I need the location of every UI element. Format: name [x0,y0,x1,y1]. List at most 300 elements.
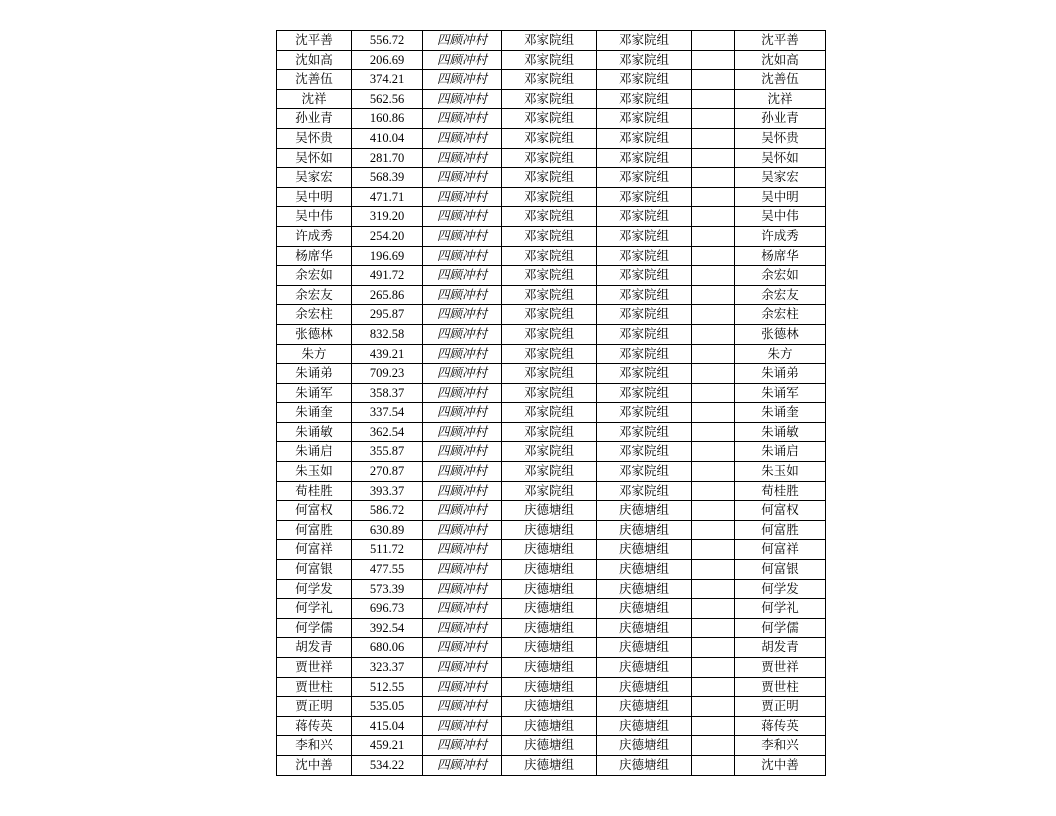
cell-name: 沈中善 [277,755,352,775]
cell-group-1: 邓家院组 [502,70,597,90]
cell-signature: 朱诵启 [735,442,826,462]
cell-name: 朱诵启 [277,442,352,462]
cell-group-1: 邓家院组 [502,89,597,109]
cell-signature: 孙业青 [735,109,826,129]
cell-group-2: 邓家院组 [597,481,692,501]
cell-amount: 337.54 [352,403,423,423]
cell-amount: 254.20 [352,226,423,246]
cell-blank [692,70,735,90]
cell-group-1: 邓家院组 [502,462,597,482]
cell-group-2: 邓家院组 [597,89,692,109]
cell-signature: 杨席华 [735,246,826,266]
cell-amount: 206.69 [352,50,423,70]
cell-village: 四顾冲村 [423,207,502,227]
cell-village: 四顾冲村 [423,520,502,540]
cell-name: 朱诵奎 [277,403,352,423]
cell-group-2: 邓家院组 [597,442,692,462]
cell-signature: 朱玉如 [735,462,826,482]
cell-name: 胡发青 [277,638,352,658]
cell-group-1: 邓家院组 [502,31,597,51]
cell-group-2: 庆德塘组 [597,716,692,736]
table-row [277,540,826,560]
cell-name: 朱玉如 [277,462,352,482]
cell-blank [692,324,735,344]
cell-signature: 余宏如 [735,266,826,286]
cell-group-2: 庆德塘组 [597,638,692,658]
cell-village: 四顾冲村 [423,226,502,246]
table-row [277,599,826,619]
cell-village: 四顾冲村 [423,599,502,619]
cell-group-1: 邓家院组 [502,305,597,325]
cell-signature: 沈中善 [735,755,826,775]
cell-village: 四顾冲村 [423,638,502,658]
cell-group-2: 庆德塘组 [597,520,692,540]
cell-amount: 556.72 [352,31,423,51]
cell-name: 朱方 [277,344,352,364]
cell-blank [692,109,735,129]
cell-village: 四顾冲村 [423,442,502,462]
cell-amount: 439.21 [352,344,423,364]
cell-group-1: 邓家院组 [502,285,597,305]
table-row [277,70,826,90]
cell-amount: 568.39 [352,168,423,188]
cell-village: 四顾冲村 [423,187,502,207]
table-row [277,324,826,344]
table-row [277,560,826,580]
cell-signature: 张德林 [735,324,826,344]
cell-group-2: 邓家院组 [597,285,692,305]
roster-table-body [277,31,826,776]
cell-amount: 511.72 [352,540,423,560]
cell-amount: 393.37 [352,481,423,501]
cell-name: 余宏柱 [277,305,352,325]
cell-group-2: 邓家院组 [597,148,692,168]
cell-group-2: 庆德塘组 [597,677,692,697]
table-row [277,285,826,305]
cell-group-1: 庆德塘组 [502,540,597,560]
cell-group-2: 庆德塘组 [597,658,692,678]
cell-amount: 630.89 [352,520,423,540]
cell-village: 四顾冲村 [423,31,502,51]
cell-signature: 何学儒 [735,618,826,638]
cell-group-2: 邓家院组 [597,207,692,227]
cell-signature: 朱诵敏 [735,422,826,442]
cell-village: 四顾冲村 [423,481,502,501]
cell-group-2: 邓家院组 [597,462,692,482]
cell-blank [692,599,735,619]
cell-name: 吴中明 [277,187,352,207]
cell-amount: 709.23 [352,364,423,384]
cell-signature: 朱诵弟 [735,364,826,384]
cell-name: 李和兴 [277,736,352,756]
cell-village: 四顾冲村 [423,422,502,442]
cell-group-1: 邓家院组 [502,168,597,188]
cell-name: 贾正明 [277,697,352,717]
cell-signature: 朱诵奎 [735,403,826,423]
cell-name: 贾世祥 [277,658,352,678]
cell-village: 四顾冲村 [423,128,502,148]
cell-signature: 何富银 [735,560,826,580]
cell-name: 吴家宏 [277,168,352,188]
cell-amount: 512.55 [352,677,423,697]
cell-group-2: 邓家院组 [597,344,692,364]
cell-group-1: 邓家院组 [502,246,597,266]
cell-blank [692,285,735,305]
cell-signature: 贾正明 [735,697,826,717]
cell-name: 沈平善 [277,31,352,51]
cell-group-1: 庆德塘组 [502,520,597,540]
cell-group-1: 邓家院组 [502,364,597,384]
table-row [277,677,826,697]
cell-group-2: 邓家院组 [597,403,692,423]
cell-group-2: 邓家院组 [597,168,692,188]
cell-amount: 832.58 [352,324,423,344]
cell-group-1: 邓家院组 [502,481,597,501]
cell-village: 四顾冲村 [423,266,502,286]
table-row [277,501,826,521]
cell-signature: 贾世柱 [735,677,826,697]
cell-group-1: 邓家院组 [502,207,597,227]
table-row [277,226,826,246]
cell-group-1: 邓家院组 [502,266,597,286]
cell-village: 四顾冲村 [423,324,502,344]
cell-blank [692,481,735,501]
cell-group-1: 庆德塘组 [502,501,597,521]
table-row [277,481,826,501]
cell-signature: 沈平善 [735,31,826,51]
cell-signature: 何富权 [735,501,826,521]
cell-village: 四顾冲村 [423,540,502,560]
cell-name: 沈祥 [277,89,352,109]
cell-village: 四顾冲村 [423,403,502,423]
cell-group-2: 庆德塘组 [597,599,692,619]
cell-blank [692,403,735,423]
cell-village: 四顾冲村 [423,560,502,580]
cell-village: 四顾冲村 [423,579,502,599]
cell-signature: 何富祥 [735,540,826,560]
cell-group-1: 庆德塘组 [502,716,597,736]
cell-blank [692,364,735,384]
cell-village: 四顾冲村 [423,462,502,482]
cell-amount: 410.04 [352,128,423,148]
table-row [277,207,826,227]
table-row [277,305,826,325]
table-row [277,383,826,403]
cell-amount: 358.37 [352,383,423,403]
cell-blank [692,638,735,658]
cell-group-2: 邓家院组 [597,422,692,442]
table-row [277,364,826,384]
cell-group-1: 庆德塘组 [502,677,597,697]
cell-name: 荀桂胜 [277,481,352,501]
cell-blank [692,697,735,717]
cell-group-2: 庆德塘组 [597,736,692,756]
cell-village: 四顾冲村 [423,716,502,736]
cell-signature: 蒋传英 [735,716,826,736]
table-row [277,618,826,638]
cell-group-2: 邓家院组 [597,364,692,384]
table-row [277,422,826,442]
roster-table [276,30,826,776]
cell-amount: 680.06 [352,638,423,658]
cell-blank [692,89,735,109]
cell-group-1: 庆德塘组 [502,658,597,678]
cell-signature: 胡发青 [735,638,826,658]
cell-amount: 477.55 [352,560,423,580]
cell-village: 四顾冲村 [423,755,502,775]
table-row [277,579,826,599]
cell-village: 四顾冲村 [423,383,502,403]
cell-blank [692,716,735,736]
cell-group-2: 邓家院组 [597,187,692,207]
cell-amount: 270.87 [352,462,423,482]
cell-name: 杨席华 [277,246,352,266]
cell-group-2: 邓家院组 [597,305,692,325]
cell-village: 四顾冲村 [423,246,502,266]
table-row [277,658,826,678]
cell-amount: 471.71 [352,187,423,207]
cell-group-1: 邓家院组 [502,344,597,364]
cell-amount: 196.69 [352,246,423,266]
cell-village: 四顾冲村 [423,109,502,129]
cell-amount: 535.05 [352,697,423,717]
cell-group-2: 邓家院组 [597,50,692,70]
cell-name: 何富胜 [277,520,352,540]
cell-blank [692,520,735,540]
cell-group-2: 邓家院组 [597,266,692,286]
cell-signature: 许成秀 [735,226,826,246]
cell-group-2: 庆德塘组 [597,579,692,599]
cell-amount: 459.21 [352,736,423,756]
cell-signature: 朱方 [735,344,826,364]
cell-amount: 491.72 [352,266,423,286]
cell-amount: 160.86 [352,109,423,129]
cell-group-2: 庆德塘组 [597,697,692,717]
cell-blank [692,462,735,482]
cell-village: 四顾冲村 [423,658,502,678]
cell-blank [692,207,735,227]
cell-signature: 沈祥 [735,89,826,109]
cell-signature: 荀桂胜 [735,481,826,501]
cell-name: 余宏如 [277,266,352,286]
table-row [277,89,826,109]
cell-group-1: 邓家院组 [502,148,597,168]
cell-signature: 贾世祥 [735,658,826,678]
table-row [277,128,826,148]
table-row [277,109,826,129]
cell-village: 四顾冲村 [423,618,502,638]
cell-blank [692,344,735,364]
cell-group-1: 邓家院组 [502,324,597,344]
cell-group-1: 邓家院组 [502,226,597,246]
cell-amount: 534.22 [352,755,423,775]
cell-group-2: 邓家院组 [597,246,692,266]
table-row [277,403,826,423]
cell-blank [692,226,735,246]
cell-group-2: 庆德塘组 [597,540,692,560]
cell-group-1: 邓家院组 [502,50,597,70]
cell-group-1: 庆德塘组 [502,755,597,775]
cell-village: 四顾冲村 [423,364,502,384]
cell-blank [692,658,735,678]
cell-name: 余宏友 [277,285,352,305]
cell-group-2: 庆德塘组 [597,560,692,580]
cell-blank [692,442,735,462]
cell-blank [692,168,735,188]
cell-group-1: 邓家院组 [502,109,597,129]
cell-group-1: 邓家院组 [502,442,597,462]
cell-group-2: 邓家院组 [597,128,692,148]
cell-amount: 281.70 [352,148,423,168]
cell-group-2: 庆德塘组 [597,755,692,775]
cell-amount: 562.56 [352,89,423,109]
cell-blank [692,187,735,207]
table-row [277,520,826,540]
cell-name: 沈如高 [277,50,352,70]
cell-village: 四顾冲村 [423,736,502,756]
cell-signature: 余宏友 [735,285,826,305]
table-row [277,344,826,364]
cell-group-1: 邓家院组 [502,422,597,442]
cell-amount: 319.20 [352,207,423,227]
table-row [277,716,826,736]
table-row [277,462,826,482]
cell-name: 蒋传英 [277,716,352,736]
cell-signature: 朱诵军 [735,383,826,403]
cell-amount: 573.39 [352,579,423,599]
cell-group-1: 庆德塘组 [502,579,597,599]
cell-group-1: 庆德塘组 [502,560,597,580]
cell-name: 何富银 [277,560,352,580]
cell-blank [692,540,735,560]
cell-village: 四顾冲村 [423,148,502,168]
table-row [277,50,826,70]
table-row [277,148,826,168]
cell-village: 四顾冲村 [423,89,502,109]
cell-signature: 吴中伟 [735,207,826,227]
cell-group-2: 庆德塘组 [597,501,692,521]
cell-group-1: 邓家院组 [502,128,597,148]
table-row [277,187,826,207]
cell-amount: 586.72 [352,501,423,521]
cell-name: 何学礼 [277,599,352,619]
cell-signature: 李和兴 [735,736,826,756]
cell-blank [692,501,735,521]
cell-name: 吴怀贵 [277,128,352,148]
cell-signature: 余宏柱 [735,305,826,325]
table-row [277,266,826,286]
cell-signature: 何学发 [735,579,826,599]
table-row [277,638,826,658]
cell-group-1: 庆德塘组 [502,736,597,756]
cell-name: 吴中伟 [277,207,352,227]
cell-signature: 何富胜 [735,520,826,540]
cell-village: 四顾冲村 [423,70,502,90]
cell-blank [692,246,735,266]
table-row [277,755,826,775]
cell-blank [692,736,735,756]
cell-group-2: 邓家院组 [597,31,692,51]
cell-name: 吴怀如 [277,148,352,168]
table-row [277,736,826,756]
cell-name: 何学儒 [277,618,352,638]
cell-village: 四顾冲村 [423,697,502,717]
cell-name: 许成秀 [277,226,352,246]
cell-signature: 吴家宏 [735,168,826,188]
cell-group-2: 邓家院组 [597,383,692,403]
cell-group-1: 邓家院组 [502,187,597,207]
cell-group-1: 庆德塘组 [502,697,597,717]
table-row [277,246,826,266]
cell-signature: 吴中明 [735,187,826,207]
cell-group-2: 邓家院组 [597,226,692,246]
cell-group-2: 邓家院组 [597,109,692,129]
table-row [277,442,826,462]
cell-name: 朱诵弟 [277,364,352,384]
cell-signature: 沈如高 [735,50,826,70]
cell-group-2: 邓家院组 [597,70,692,90]
cell-amount: 362.54 [352,422,423,442]
cell-name: 朱诵敏 [277,422,352,442]
cell-name: 沈善伍 [277,70,352,90]
cell-blank [692,560,735,580]
cell-amount: 355.87 [352,442,423,462]
cell-name: 孙业青 [277,109,352,129]
cell-village: 四顾冲村 [423,501,502,521]
cell-name: 何学发 [277,579,352,599]
cell-group-1: 庆德塘组 [502,599,597,619]
cell-group-1: 邓家院组 [502,383,597,403]
cell-village: 四顾冲村 [423,50,502,70]
cell-blank [692,31,735,51]
cell-signature: 吴怀如 [735,148,826,168]
cell-amount: 323.37 [352,658,423,678]
cell-amount: 696.73 [352,599,423,619]
cell-village: 四顾冲村 [423,285,502,305]
cell-blank [692,618,735,638]
roster-table-wrapper [276,30,799,776]
cell-amount: 295.87 [352,305,423,325]
table-row [277,168,826,188]
cell-amount: 392.54 [352,618,423,638]
table-row [277,31,826,51]
cell-signature: 吴怀贵 [735,128,826,148]
cell-name: 何富权 [277,501,352,521]
cell-group-1: 庆德塘组 [502,638,597,658]
cell-name: 何富祥 [277,540,352,560]
cell-blank [692,128,735,148]
cell-blank [692,677,735,697]
cell-signature: 沈善伍 [735,70,826,90]
cell-blank [692,755,735,775]
cell-amount: 374.21 [352,70,423,90]
cell-blank [692,305,735,325]
cell-blank [692,383,735,403]
cell-village: 四顾冲村 [423,168,502,188]
cell-amount: 265.86 [352,285,423,305]
cell-group-2: 邓家院组 [597,324,692,344]
table-row [277,697,826,717]
cell-name: 贾世柱 [277,677,352,697]
cell-name: 朱诵军 [277,383,352,403]
cell-blank [692,579,735,599]
cell-group-2: 庆德塘组 [597,618,692,638]
cell-village: 四顾冲村 [423,305,502,325]
cell-village: 四顾冲村 [423,677,502,697]
cell-village: 四顾冲村 [423,344,502,364]
cell-name: 张德林 [277,324,352,344]
cell-signature: 何学礼 [735,599,826,619]
